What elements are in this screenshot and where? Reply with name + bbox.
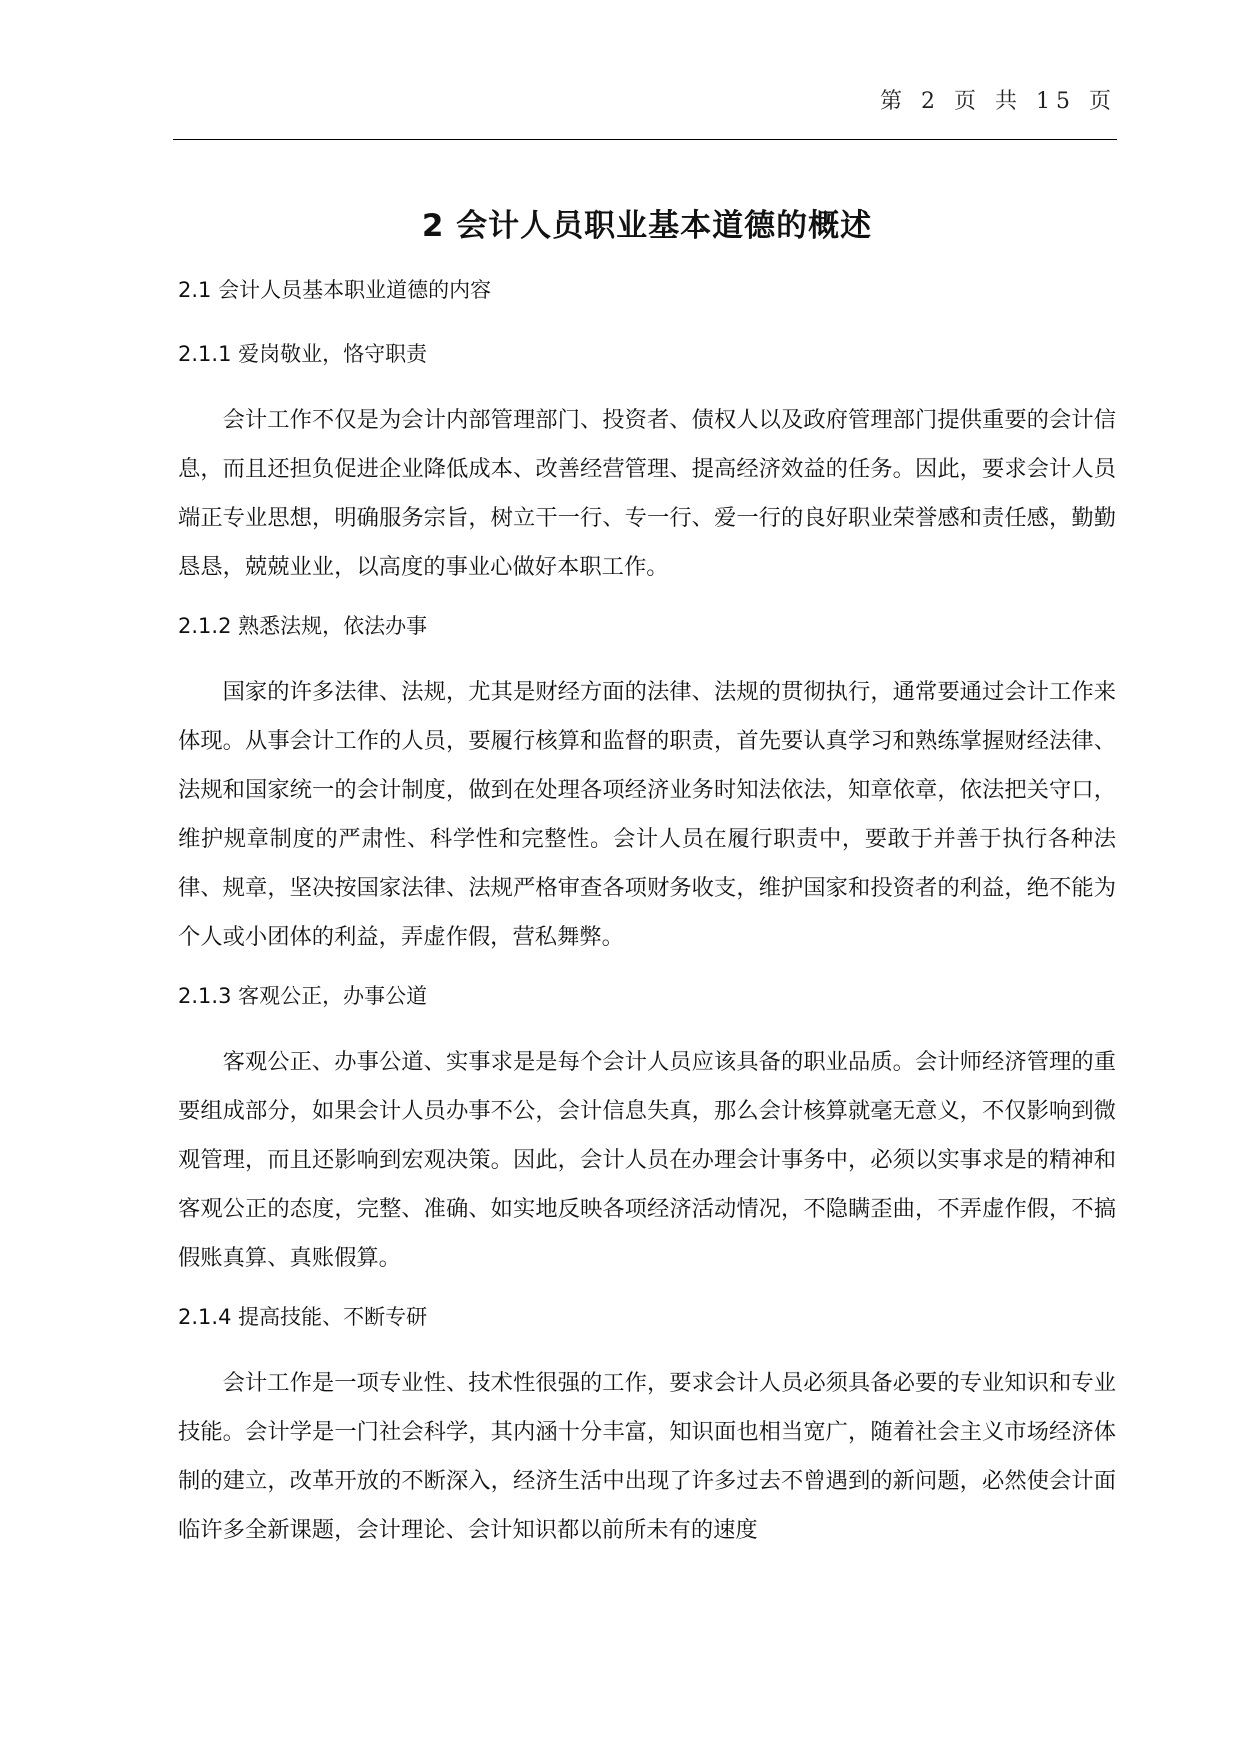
- subsection-heading: 2.1.3 客观公正，办事公道: [178, 984, 428, 1008]
- subsection-heading: 2.1.1 爱岗敬业，恪守职责: [178, 342, 428, 366]
- chapter-title: 2 会计人员职业基本道德的概述: [421, 208, 873, 244]
- paragraph: 客观公正、办事公道、实事求是是每个会计人员应该具备的职业品质。会计师经济管理的重要组成部分，如果会计人员办事不公，会计信息失真，那么会计核算就毫无意义，不仅影响到微观管理，而且还影响到宏观决策。因此，会计人员在办理会计事务中，必须以实事求是的精神和客观公正的态度，完整、准确、如实地反映各项经济活动情况，不隐瞒歪曲，不弄虚作假，不搞假账真算、真账假算。: [178, 1049, 1116, 1271]
- paragraph: 国家的许多法律、法规，尤其是财经方面的法律、法规的贯彻执行，通常要通过会计工作来体现。从事会计工作的人员，要履行核算和监督的职责，首先要认真学习和熟练掌握财经法律、法规和国家统一的会计制度，做到在处理各项经济业务时知法依法，知章依章，依法把关守口，维护规章制度的严肃性、科学性和完整性。会计人员在履行职责中，要敢于并善于执行各种法律、规章，坚决按国家法律、法规严格审查各项财务收支，维护国家和投资者的利益，绝不能为个人或小团体的利益，弄虚作假，营私舞弊。: [178, 679, 1116, 950]
- page-content: [178, 196, 1116, 1573]
- subsection-2: [178, 610, 1116, 962]
- header-divider: [173, 139, 1117, 140]
- subsection-4: [178, 1301, 1116, 1555]
- paragraph: 会计工作是一项专业性、技术性很强的工作，要求会计人员必须具备必要的专业知识和专业技能。会计学是一门社会科学，其内涵十分丰富，知识面也相当宽广，随着社会主义市场经济体制的建立，改革开放的不断深入，经济生活中出现了许多过去不曾遇到的新问题，必然使会计面临许多全新课题，会计理论、会计知识都以前所未有的速度: [178, 1370, 1116, 1543]
- section-heading: 2.1 会计人员基本职业道德的内容: [178, 278, 492, 302]
- paragraph: 会计工作不仅是为会计内部管理部门、投资者、债权人以及政府管理部门提供重要的会计信息，而且还担负促进企业降低成本、改善经营管理、提高经济效益的任务。因此，要求会计人员端正专业思想，明确服务宗旨，树立干一行、专一行、爱一行的良好职业荣誉感和责任感，勤勤恳恳，兢兢业业，以高度的事业心做好本职工作。: [178, 407, 1116, 580]
- page-number-indicator: 第 2 页 共 15 页: [880, 89, 1117, 114]
- subsection-heading: 2.1.2 熟悉法规，依法办事: [178, 614, 428, 638]
- subsection-heading: 2.1.4 提高技能、不断专研: [178, 1305, 428, 1329]
- subsection-1: [178, 338, 1116, 592]
- subsection-3: [178, 980, 1116, 1283]
